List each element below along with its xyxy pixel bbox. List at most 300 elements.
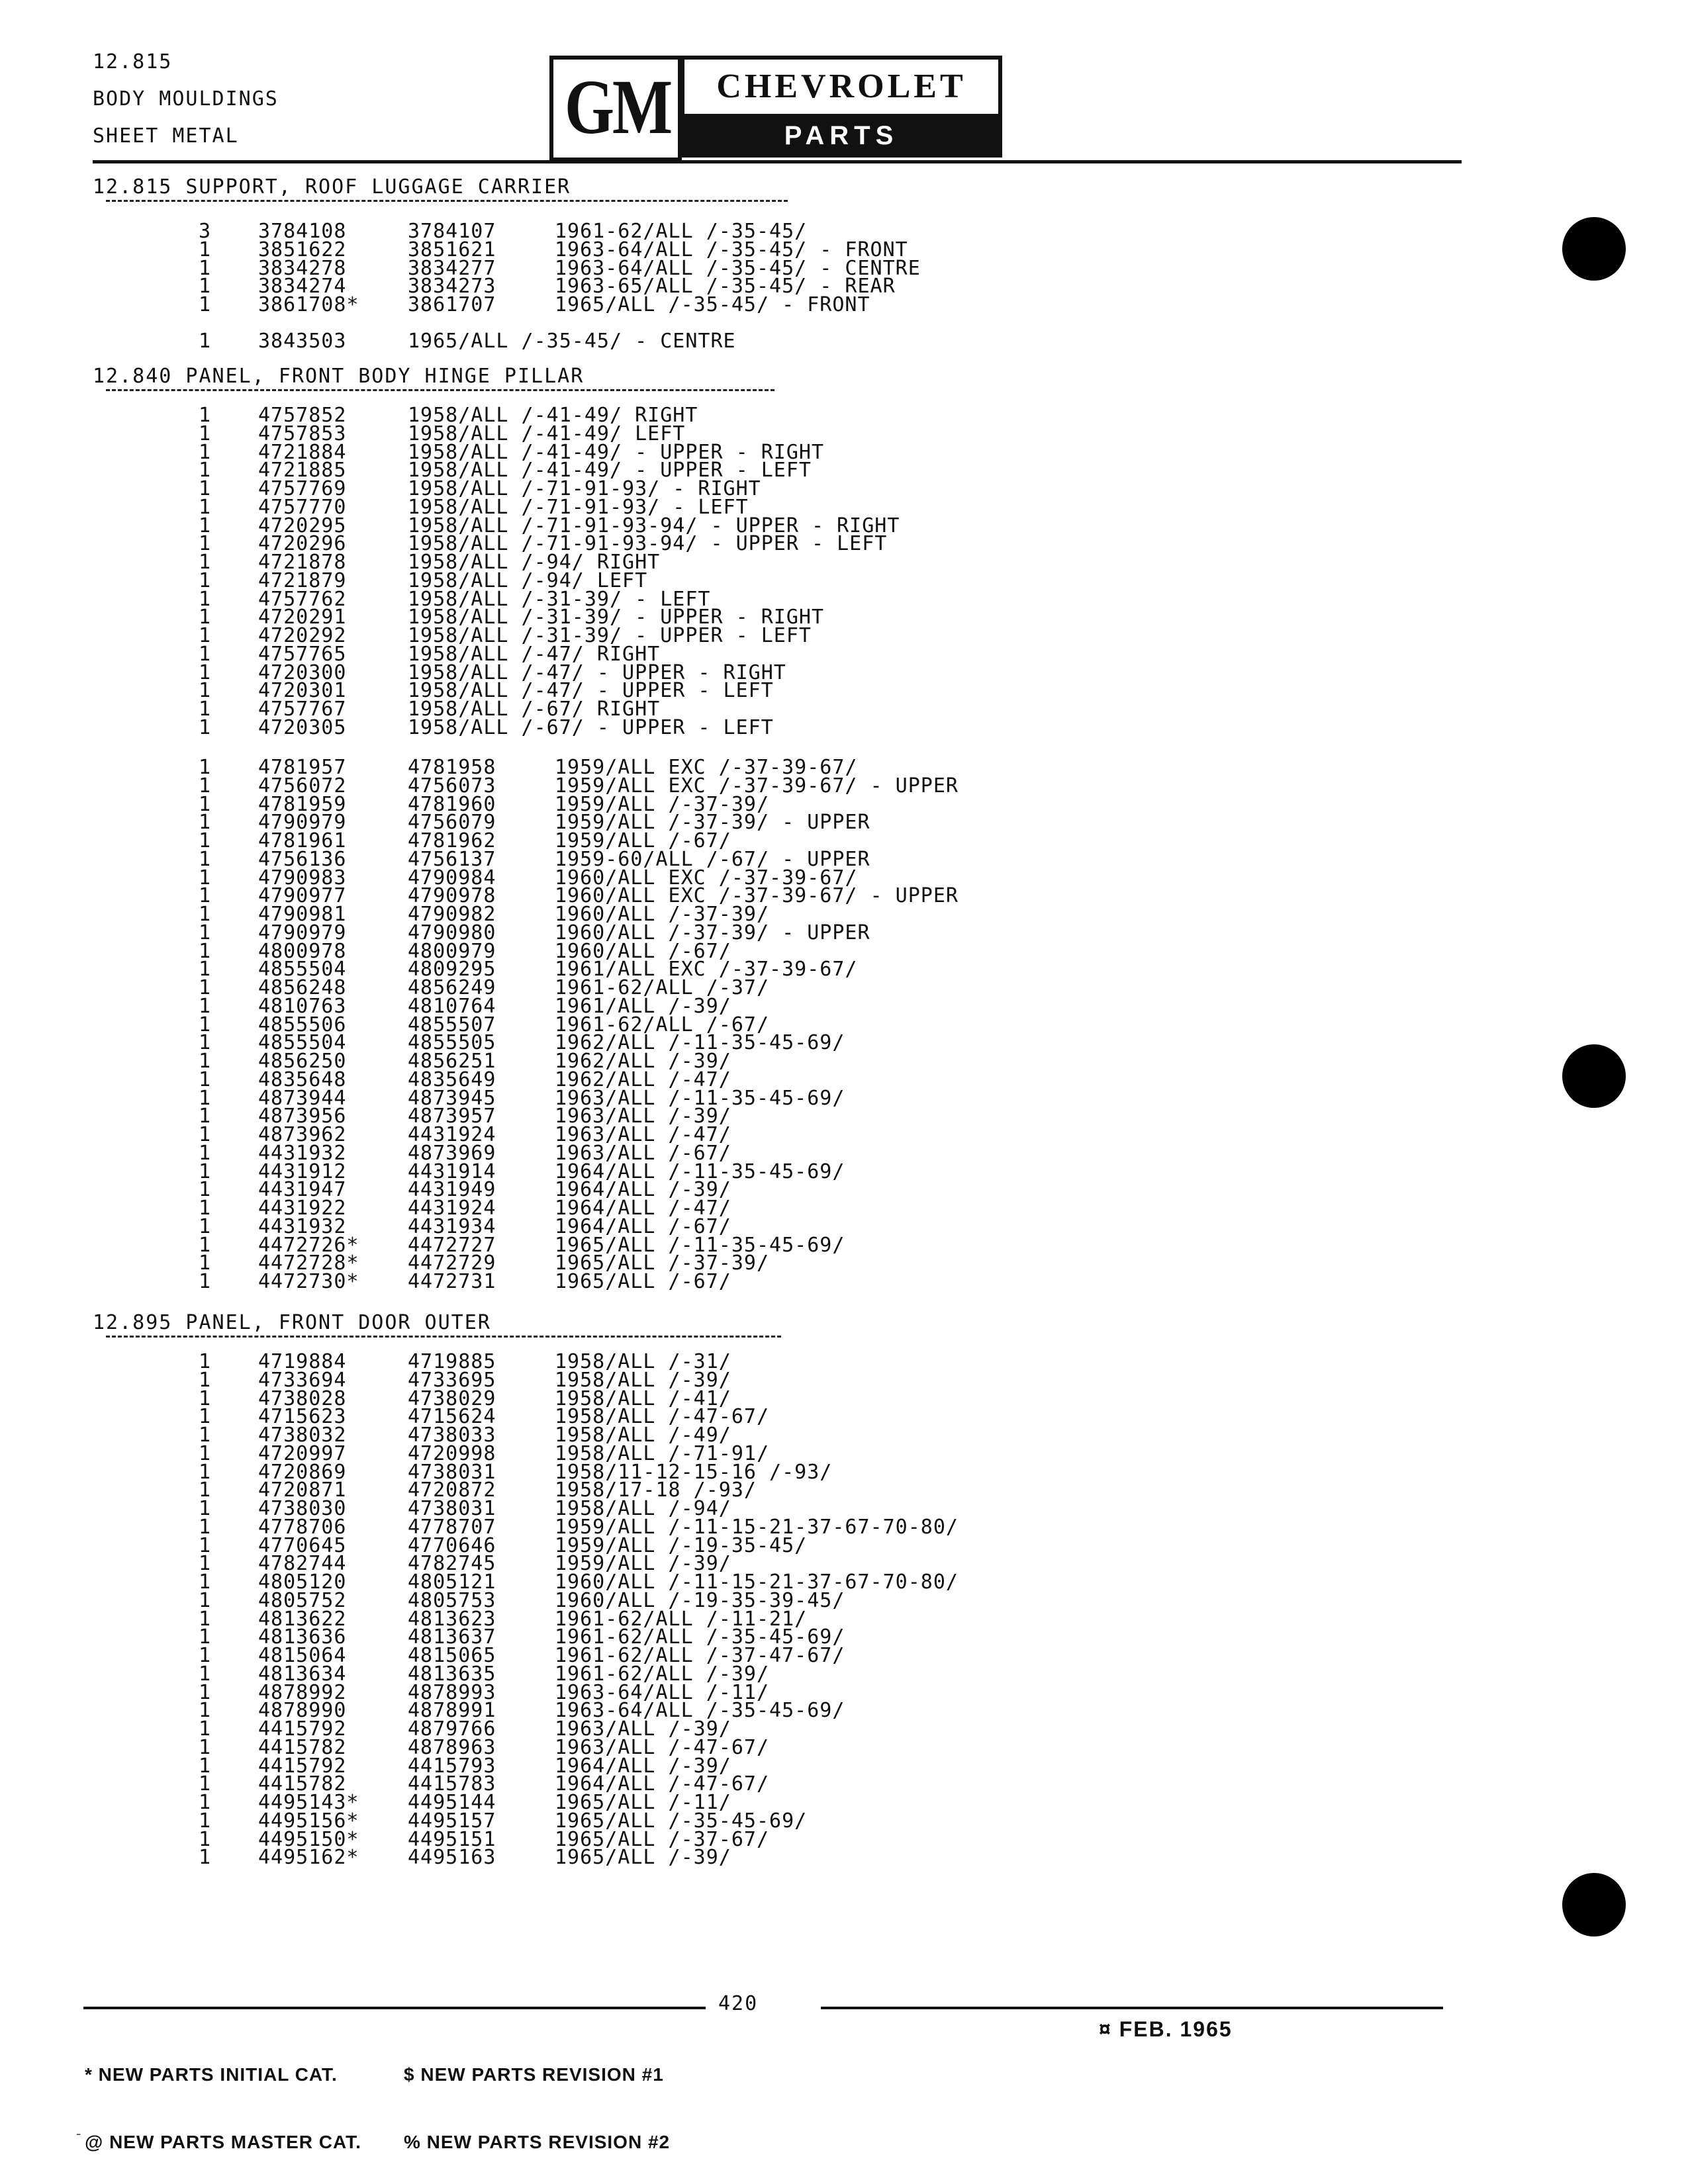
part-number: 3851622 <box>258 238 347 261</box>
part-number: 4757769 <box>258 477 347 500</box>
part-number: 4757852 <box>258 404 347 427</box>
application: 1959/ALL /-39/ <box>555 1552 731 1575</box>
part-number: 4472728* <box>258 1251 359 1275</box>
quantity: 1 <box>199 1497 212 1520</box>
table-row <box>0 553 1523 572</box>
application: 1959-60/ALL /-67/ - UPPER <box>555 848 870 871</box>
part-number: 4720869 <box>258 1461 347 1484</box>
application: 1962/ALL /-11-35-45-69/ <box>555 1031 845 1054</box>
quantity: 1 <box>199 1424 212 1447</box>
part-number: 4720871 <box>258 1479 347 1502</box>
part-number-alt: 1958/ALL /-67/ - UPPER - LEFT <box>408 716 774 739</box>
application: 1958/ALL /-94/ <box>555 1497 731 1520</box>
quantity: 1 <box>199 1087 212 1110</box>
part-number-alt: 4715624 <box>408 1405 496 1428</box>
part-number-alt: 1958/ALL /-31-39/ - LEFT <box>408 588 711 611</box>
quantity: 1 <box>199 588 212 611</box>
part-number: 4720292 <box>258 624 347 647</box>
part-number: 4756136 <box>258 848 347 871</box>
application: 1964/ALL /-39/ <box>555 1754 731 1778</box>
table-row <box>0 1699 1523 1722</box>
part-number: 4757762 <box>258 588 347 611</box>
quantity: 1 <box>199 1625 212 1649</box>
quantity: 1 <box>199 1516 212 1539</box>
table-row <box>0 1160 1523 1183</box>
quantity: 1 <box>199 1534 212 1557</box>
quantity: 1 <box>199 1736 212 1759</box>
section-title: 12.840 PANEL, FRONT BODY HINGE PILLAR <box>93 365 585 388</box>
part-number-alt: 4733695 <box>408 1369 496 1392</box>
part-number-alt: 1958/ALL /-71-91-93-94/ - UPPER - RIGHT <box>408 514 900 537</box>
part-number: 3834278 <box>258 257 347 280</box>
part-number-alt: 4738031 <box>408 1497 496 1520</box>
quantity: 1 <box>199 569 212 592</box>
part-number-alt: 4856249 <box>408 976 496 999</box>
part-number-alt: 1958/ALL /-47/ - UPPER - RIGHT <box>408 661 786 684</box>
part-number-alt: 4878991 <box>408 1699 496 1722</box>
application: 1963/ALL /-47-67/ <box>555 1736 770 1759</box>
part-number-alt: 1958/ALL /-94/ RIGHT <box>408 551 661 574</box>
application: 1961-62/ALL /-35-45-69/ <box>555 1625 845 1649</box>
part-number: 4778706 <box>258 1516 347 1539</box>
application: 1959/ALL EXC /-37-39-67/ - UPPER <box>555 774 959 797</box>
quantity: 1 <box>199 1828 212 1851</box>
table-row <box>0 332 1523 351</box>
part-number-alt: 1958/ALL /-71-91-93-94/ - UPPER - LEFT <box>408 532 888 555</box>
section-underline <box>106 389 774 391</box>
legend-revision-1: $ NEW PARTS REVISION #1 <box>404 2064 664 2085</box>
application: 1962/ALL /-47/ <box>555 1068 731 1091</box>
part-number: 4719884 <box>258 1350 347 1373</box>
part-number-alt: 4813623 <box>408 1608 496 1631</box>
application: 1958/ALL /-39/ <box>555 1369 731 1392</box>
part-number: 4415792 <box>258 1717 347 1741</box>
application: 1965/ALL /-11/ <box>555 1791 731 1814</box>
quantity: 1 <box>199 1123 212 1146</box>
brand-name: CHEVROLET <box>716 68 966 105</box>
quantity: 1 <box>199 1699 212 1722</box>
part-number-alt: 4472727 <box>408 1234 496 1257</box>
table-row <box>0 461 1523 480</box>
table-row <box>0 624 1523 647</box>
table-row <box>0 813 1523 832</box>
quantity: 1 <box>199 330 212 353</box>
table-row <box>0 1270 1523 1293</box>
quantity: 1 <box>199 551 212 574</box>
part-number-alt: 4495151 <box>408 1828 496 1851</box>
part-number: 4855504 <box>258 1031 347 1054</box>
part-number-alt: 4756073 <box>408 774 496 797</box>
gm-mark-text: GM <box>564 64 671 150</box>
part-number-alt: 4472731 <box>408 1270 496 1293</box>
part-number-alt: 1958/ALL /-41-49/ - UPPER - RIGHT <box>408 441 825 464</box>
part-number-alt: 4781958 <box>408 756 496 779</box>
quantity: 1 <box>199 422 212 445</box>
binder-hole <box>1562 217 1626 281</box>
part-number: 4790977 <box>258 884 347 907</box>
part-number: 4415782 <box>258 1736 347 1759</box>
application: 1964/ALL /-39/ <box>555 1178 731 1201</box>
application: 1961-62/ALL /-11-21/ <box>555 1608 808 1631</box>
part-number: 4757770 <box>258 496 347 519</box>
part-number-alt: 4431914 <box>408 1160 496 1183</box>
part-number-alt: 4873945 <box>408 1087 496 1110</box>
quantity: 1 <box>199 940 212 963</box>
application: 1958/ALL /-31/ <box>555 1350 731 1373</box>
application: 1963-64/ALL /-35-45-69/ <box>555 1699 845 1722</box>
table-row <box>0 976 1523 999</box>
table-row <box>0 477 1523 500</box>
gm-mark <box>549 56 682 161</box>
part-number-alt: 4431949 <box>408 1178 496 1201</box>
part-number-alt: 3861707 <box>408 293 496 316</box>
part-number: 4813634 <box>258 1662 347 1686</box>
application: 1964/ALL /-47/ <box>555 1197 731 1220</box>
quantity: 1 <box>199 606 212 629</box>
part-number-alt: 3834277 <box>408 257 496 280</box>
application: 1964/ALL /-67/ <box>555 1215 731 1238</box>
part-number-alt: 4790982 <box>408 903 496 926</box>
part-number: 4873944 <box>258 1087 347 1110</box>
quantity: 1 <box>199 1350 212 1373</box>
quantity: 1 <box>199 1644 212 1667</box>
application: 1963/ALL /-47/ <box>555 1123 731 1146</box>
quantity: 1 <box>199 866 212 889</box>
part-number: 4805752 <box>258 1589 347 1612</box>
footer-rule-right <box>821 2007 1443 2009</box>
application: 1959/ALL EXC /-37-39-67/ <box>555 756 858 779</box>
quantity: 1 <box>199 756 212 779</box>
part-number: 4873956 <box>258 1105 347 1128</box>
binder-hole <box>1562 1873 1626 1936</box>
legend-right <box>404 2019 670 2176</box>
part-number-alt: 4770646 <box>408 1534 496 1557</box>
part-number-alt: 4782745 <box>408 1552 496 1575</box>
quantity: 1 <box>199 903 212 926</box>
quantity: 1 <box>199 477 212 500</box>
application: 1963/ALL /-39/ <box>555 1717 731 1741</box>
application: 1963/ALL /-11-35-45-69/ <box>555 1087 845 1110</box>
application: 1959/ALL /-67/ <box>555 829 731 852</box>
part-number: 4431947 <box>258 1178 347 1201</box>
part-number: 4873962 <box>258 1123 347 1146</box>
part-number-alt: 4873957 <box>408 1105 496 1128</box>
application: 1961-62/ALL /-35-45/ <box>555 220 808 243</box>
part-number: 3834274 <box>258 275 347 298</box>
part-number: 4495150* <box>258 1828 359 1851</box>
application: 1963/ALL /-67/ <box>555 1142 731 1165</box>
quantity: 3 <box>199 220 212 243</box>
part-number: 4415792 <box>258 1754 347 1778</box>
quantity: 1 <box>199 1809 212 1833</box>
application: 1961-62/ALL /-37/ <box>555 976 770 999</box>
part-number-alt: 4719885 <box>408 1350 496 1373</box>
quantity: 1 <box>199 848 212 871</box>
part-number: 4815064 <box>258 1644 347 1667</box>
quantity: 1 <box>199 1068 212 1091</box>
part-number-alt: 4495144 <box>408 1791 496 1814</box>
quantity: 1 <box>199 293 212 316</box>
quantity: 1 <box>199 643 212 666</box>
part-number: 4855506 <box>258 1013 347 1036</box>
part-number-alt: 1958/ALL /-41-49/ RIGHT <box>408 404 698 427</box>
table-row <box>0 1772 1523 1796</box>
application: 1965/ALL /-39/ <box>555 1846 731 1869</box>
part-number-alt: 3851621 <box>408 238 496 261</box>
part-number-alt: 1958/ALL /-47/ - UPPER - LEFT <box>408 679 774 702</box>
application: 1958/ALL /-49/ <box>555 1424 731 1447</box>
table-row <box>0 1463 1523 1482</box>
part-number-alt: 4813635 <box>408 1662 496 1686</box>
application: 1960/ALL /-11-15-21-37-67-70-80/ <box>555 1570 959 1594</box>
part-number: 4757765 <box>258 643 347 666</box>
part-number: 4790981 <box>258 903 347 926</box>
quantity: 1 <box>199 441 212 464</box>
part-number-alt: 4781962 <box>408 829 496 852</box>
table-row <box>0 1178 1523 1201</box>
quantity: 1 <box>199 257 212 280</box>
table-row <box>0 532 1523 555</box>
binder-hole <box>1562 1044 1626 1108</box>
table-row <box>0 1534 1523 1557</box>
table-row <box>0 1123 1523 1146</box>
application: 1958/ALL /-71-91/ <box>555 1442 770 1465</box>
part-number: 4790979 <box>258 811 347 834</box>
quantity: 1 <box>199 661 212 684</box>
part-number-alt: 4738029 <box>408 1387 496 1410</box>
quantity: 1 <box>199 1050 212 1073</box>
part-number: 4878990 <box>258 1699 347 1722</box>
part-number-alt: 4805753 <box>408 1589 496 1612</box>
part-number-alt: 3834273 <box>408 275 496 298</box>
part-number: 4805120 <box>258 1570 347 1594</box>
application: 1963-64/ALL /-35-45/ - FRONT <box>555 238 908 261</box>
table-row <box>0 1107 1523 1126</box>
table-row <box>0 293 1523 316</box>
application: 1960/ALL /-19-35-39-45/ <box>555 1589 845 1612</box>
part-number-alt: 1958/ALL /-71-91-93/ - RIGHT <box>408 477 761 500</box>
quantity: 1 <box>199 1791 212 1814</box>
part-number: 4800978 <box>258 940 347 963</box>
quantity: 1 <box>199 1142 212 1165</box>
part-number-alt: 1958/ALL /-31-39/ - UPPER - LEFT <box>408 624 812 647</box>
quantity: 1 <box>199 1251 212 1275</box>
quantity: 1 <box>199 1105 212 1128</box>
part-number-alt: 4778707 <box>408 1516 496 1539</box>
application: 1959/ALL /-11-15-21-37-67-70-80/ <box>555 1516 959 1539</box>
page-number: 420 <box>718 1992 759 2015</box>
quantity: 1 <box>199 698 212 721</box>
part-number: 4878992 <box>258 1681 347 1704</box>
part-number: 4738032 <box>258 1424 347 1447</box>
application: 1965/ALL /-37-39/ <box>555 1251 770 1275</box>
application: 1963-64/ALL /-11/ <box>555 1681 770 1704</box>
subgroup-name: SHEET METAL <box>93 124 239 148</box>
application: 1961-62/ALL /-39/ <box>555 1662 770 1686</box>
part-number: 4781959 <box>258 793 347 816</box>
quantity: 1 <box>199 1387 212 1410</box>
application: 1965/ALL /-37-67/ <box>555 1828 770 1851</box>
part-number-alt: 4813637 <box>408 1625 496 1649</box>
table-row <box>0 1736 1523 1759</box>
part-number: 4835648 <box>258 1068 347 1091</box>
part-number: 4720291 <box>258 606 347 629</box>
part-number: 4782744 <box>258 1552 347 1575</box>
part-number: 4733694 <box>258 1369 347 1392</box>
part-number-alt: 1965/ALL /-35-45/ - CENTRE <box>408 330 736 353</box>
part-number-alt: 4805121 <box>408 1570 496 1594</box>
part-number-alt: 1958/ALL /-67/ RIGHT <box>408 698 661 721</box>
application: 1959/ALL /-37-39/ <box>555 793 770 816</box>
table-row <box>0 1052 1523 1071</box>
quantity: 1 <box>199 275 212 298</box>
quantity: 1 <box>199 1717 212 1741</box>
catalogue-bar <box>680 114 1002 194</box>
quantity: 1 <box>199 1772 212 1796</box>
quantity: 1 <box>199 811 212 834</box>
quantity: 1 <box>199 1479 212 1502</box>
part-number: 4431922 <box>258 1197 347 1220</box>
scan-mark: - <box>74 2126 83 2142</box>
part-number: 4721885 <box>258 459 347 482</box>
gm-chevrolet-logo <box>549 56 1000 194</box>
quantity: 1 <box>199 793 212 816</box>
application: 1961-62/ALL /-37-47-67/ <box>555 1644 845 1667</box>
part-number-alt: 1958/ALL /-94/ LEFT <box>408 569 648 592</box>
part-number: 4720296 <box>258 532 347 555</box>
part-number-alt: 4495157 <box>408 1809 496 1833</box>
part-number-alt: 4878993 <box>408 1681 496 1704</box>
application: 1963-64/ALL /-35-45/ - CENTRE <box>555 257 921 280</box>
quantity: 1 <box>199 995 212 1018</box>
part-number: 4756072 <box>258 774 347 797</box>
application: 1961/ALL /-39/ <box>555 995 731 1018</box>
part-number-alt: 4855507 <box>408 1013 496 1036</box>
application: 1961/ALL EXC /-37-39-67/ <box>555 958 858 981</box>
part-number: 4721879 <box>258 569 347 592</box>
table-row <box>0 406 1523 425</box>
application: 1960/ALL /-67/ <box>555 940 731 963</box>
quantity: 1 <box>199 1369 212 1392</box>
part-number-alt: 4790978 <box>408 884 496 907</box>
quantity: 1 <box>199 1608 212 1631</box>
part-number-alt: 4431924 <box>408 1197 496 1220</box>
application: 1964/ALL /-47-67/ <box>555 1772 770 1796</box>
quantity: 1 <box>199 1570 212 1594</box>
part-number: 4720305 <box>258 716 347 739</box>
part-number: 4738028 <box>258 1387 347 1410</box>
quantity: 1 <box>199 1197 212 1220</box>
part-number-alt: 1958/ALL /-41-49/ - UPPER - LEFT <box>408 459 812 482</box>
part-number: 4790979 <box>258 921 347 944</box>
part-number-alt: 4415783 <box>408 1772 496 1796</box>
part-number: 4721878 <box>258 551 347 574</box>
quantity: 1 <box>199 1270 212 1293</box>
part-number-alt: 4815065 <box>408 1644 496 1667</box>
part-number: 4495156* <box>258 1809 359 1833</box>
application: 1958/11-12-15-16 /-93/ <box>555 1461 833 1484</box>
quantity: 1 <box>199 1754 212 1778</box>
table-row <box>0 1848 1523 1867</box>
legend-master-cat: @ NEW PARTS MASTER CAT. <box>85 2132 361 2152</box>
part-number-alt: 4790984 <box>408 866 496 889</box>
part-number-alt: 4800979 <box>408 940 496 963</box>
application: 1963-65/ALL /-35-45/ - REAR <box>555 275 896 298</box>
part-number: 4472726* <box>258 1234 359 1257</box>
application: 1961-62/ALL /-67/ <box>555 1013 770 1036</box>
quantity: 1 <box>199 921 212 944</box>
part-number-alt: 1958/ALL /-41-49/ LEFT <box>408 422 686 445</box>
quantity: 1 <box>199 829 212 852</box>
part-number-alt: 4835649 <box>408 1068 496 1091</box>
part-number: 4757767 <box>258 698 347 721</box>
table-row <box>0 1481 1523 1500</box>
part-number-alt: 4720998 <box>408 1442 496 1465</box>
quantity: 1 <box>199 1013 212 1036</box>
quantity: 1 <box>199 1662 212 1686</box>
part-number-alt: 4878963 <box>408 1736 496 1759</box>
part-number: 3784108 <box>258 220 347 243</box>
part-number: 4720301 <box>258 679 347 702</box>
part-number-alt: 4790980 <box>408 921 496 944</box>
application: 1963/ALL /-39/ <box>555 1105 731 1128</box>
quantity: 1 <box>199 1552 212 1575</box>
part-number-alt: 4738033 <box>408 1424 496 1447</box>
part-number: 4810763 <box>258 995 347 1018</box>
part-number-alt: 1958/ALL /-47/ RIGHT <box>408 643 661 666</box>
part-number-alt: 4809295 <box>408 958 496 981</box>
quantity: 1 <box>199 958 212 981</box>
quantity: 1 <box>199 1215 212 1238</box>
part-number-alt: 4738031 <box>408 1461 496 1484</box>
table-row <box>0 569 1523 592</box>
quantity: 1 <box>199 1589 212 1612</box>
part-number: 4431932 <box>258 1142 347 1165</box>
part-number: 4472730* <box>258 1270 359 1293</box>
application: 1962/ALL /-39/ <box>555 1050 731 1073</box>
application: 1958/ALL /-47-67/ <box>555 1405 770 1428</box>
part-number: 4856250 <box>258 1050 347 1073</box>
part-number: 4715623 <box>258 1405 347 1428</box>
header-rule <box>93 160 1462 163</box>
quantity: 1 <box>199 716 212 739</box>
part-number: 4770645 <box>258 1534 347 1557</box>
section-code: 12.815 <box>93 50 173 73</box>
quantity: 1 <box>199 1681 212 1704</box>
part-number-alt: 4781960 <box>408 793 496 816</box>
quantity: 1 <box>199 624 212 647</box>
quantity: 1 <box>199 1234 212 1257</box>
quantity: 1 <box>199 1160 212 1183</box>
part-number-alt: 4472729 <box>408 1251 496 1275</box>
part-number-alt: 4495163 <box>408 1846 496 1869</box>
quantity: 1 <box>199 459 212 482</box>
table-row <box>0 921 1523 944</box>
part-number-alt: 4810764 <box>408 995 496 1018</box>
group-name: BODY MOULDINGS <box>93 87 279 111</box>
quantity: 1 <box>199 679 212 702</box>
part-number: 4720300 <box>258 661 347 684</box>
quantity: 1 <box>199 884 212 907</box>
part-number: 4720295 <box>258 514 347 537</box>
catalogue-date: ¤ FEB. 1965 <box>1099 2017 1233 2041</box>
quantity: 1 <box>199 404 212 427</box>
part-number: 4431912 <box>258 1160 347 1183</box>
catalogue-label: PARTS CATALOGUE <box>735 121 947 194</box>
part-number-alt: 4431934 <box>408 1215 496 1238</box>
application: 1964/ALL /-11-35-45-69/ <box>555 1160 845 1183</box>
part-number: 4415782 <box>258 1772 347 1796</box>
